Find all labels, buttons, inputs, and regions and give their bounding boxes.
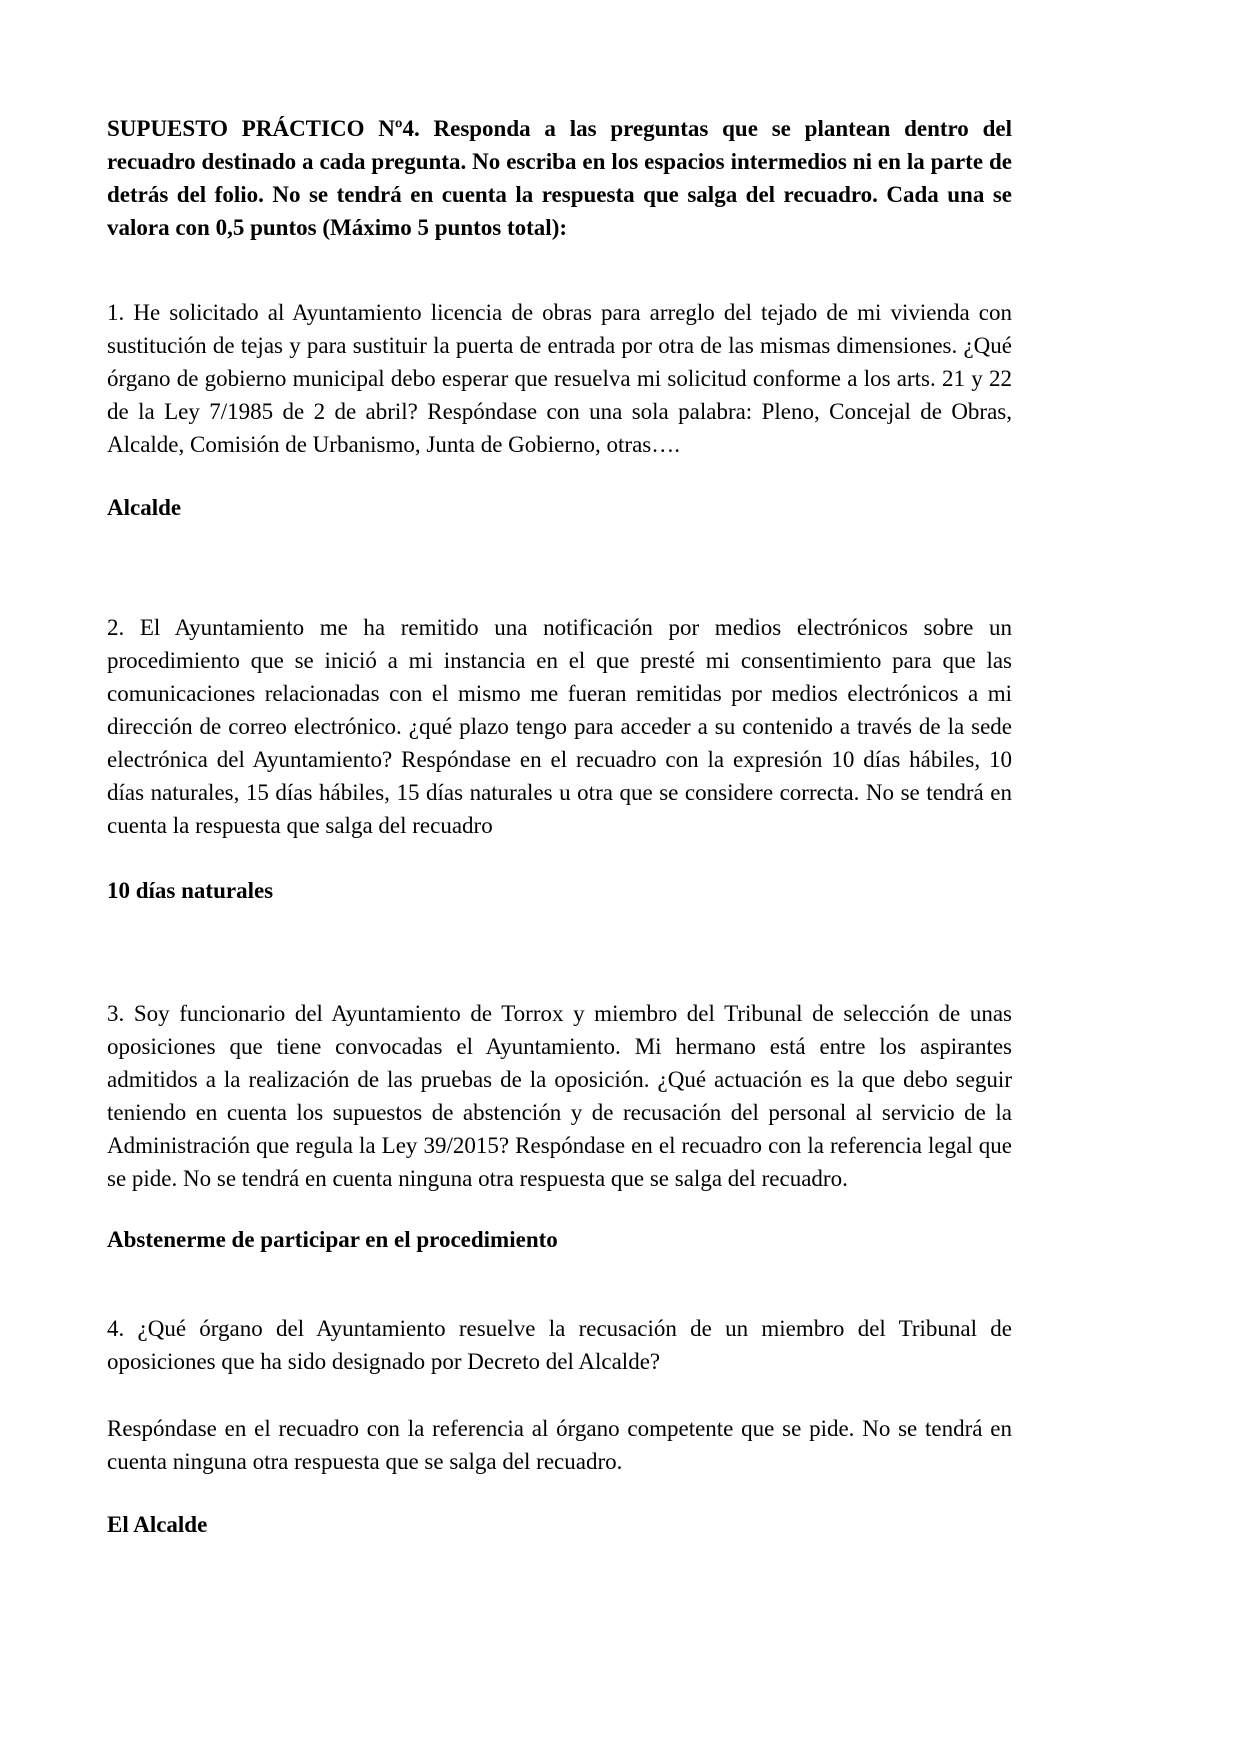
question-2-text: 2. El Ayuntamiento me ha remitido una notificación por medios electrónicos sobre un procedimiento que se inició a mi instancia en el que presté mi consentimiento para que las comunicaciones relacionadas con el mismo me fueran remitidas por medios electrónicos a mi dirección de correo electrónico. ¿qué plazo tengo para acceder a su contenido a través de la sede electrónica del Ayuntamiento? Respóndase en el recuadro con la expresión 10 días hábiles, 10 días naturales, 15 días hábiles, 15 días naturales u otra que se considere correcta. No se tendrá en cuenta la respuesta que salga del recuadro	[107, 615, 1012, 838]
question-1-answer: Alcalde	[107, 495, 182, 520]
question-3-text: 3. Soy funcionario del Ayuntamiento de Torrox y miembro del Tribunal de selección de unas oposiciones que tiene convocadas el Ayuntamiento. Mi hermano está entre los aspirantes admitidos a la realización de las pruebas de la oposición. ¿Qué actuación es la que debo seguir teniendo en cuenta los supuestos de abstención y de recusación del personal al servicio de la Administración que regula la Ley 39/2015? Respóndase en el recuadro con la referencia legal que se pide. No se tendrá en cuenta ninguna otra respuesta que se salga del recuadro.	[107, 1001, 1012, 1191]
question-4-text: 4. ¿Qué órgano del Ayuntamiento resuelve la recusación de un miembro del Tribunal de oposiciones que ha sido designado por Decreto del Alcalde?	[107, 1316, 1012, 1374]
instructions-heading: SUPUESTO PRÁCTICO Nº4. Responda a las preguntas que se plantean dentro del recuadro destinado a cada pregunta. No escriba en los espacios intermedios ni en la parte de detrás del folio. No se tendrá en cuenta la respuesta que salga del recuadro. Cada una se valora con 0,5 puntos (Máximo 5 puntos total):	[107, 116, 1012, 240]
question-2-answer: 10 días naturales	[107, 878, 274, 903]
question-4-answer: El Alcalde	[107, 1512, 208, 1537]
question-1-text: 1. He solicitado al Ayuntamiento licencia de obras para arreglo del tejado de mi vivienda con sustitución de tejas y para sustituir la puerta de entrada por otra de las mismas dimensiones. ¿Qué órgano de gobierno municipal debo esperar que resuelva mi solicitud conforme a los arts. 21 y 22 de la Ley 7/1985 de 2 de abril? Respóndase con una sola palabra: Pleno, Concejal de Obras, Alcalde, Comisión de Urbanismo, Junta de Gobierno, otras….	[107, 300, 1012, 457]
question-3-answer: Abstenerme de participar en el procedimiento	[107, 1227, 558, 1252]
question-4-note: Respóndase en el recuadro con la referencia al órgano competente que se pide. No se tendrá en cuenta ninguna otra respuesta que se salga del recuadro.	[107, 1416, 1012, 1474]
